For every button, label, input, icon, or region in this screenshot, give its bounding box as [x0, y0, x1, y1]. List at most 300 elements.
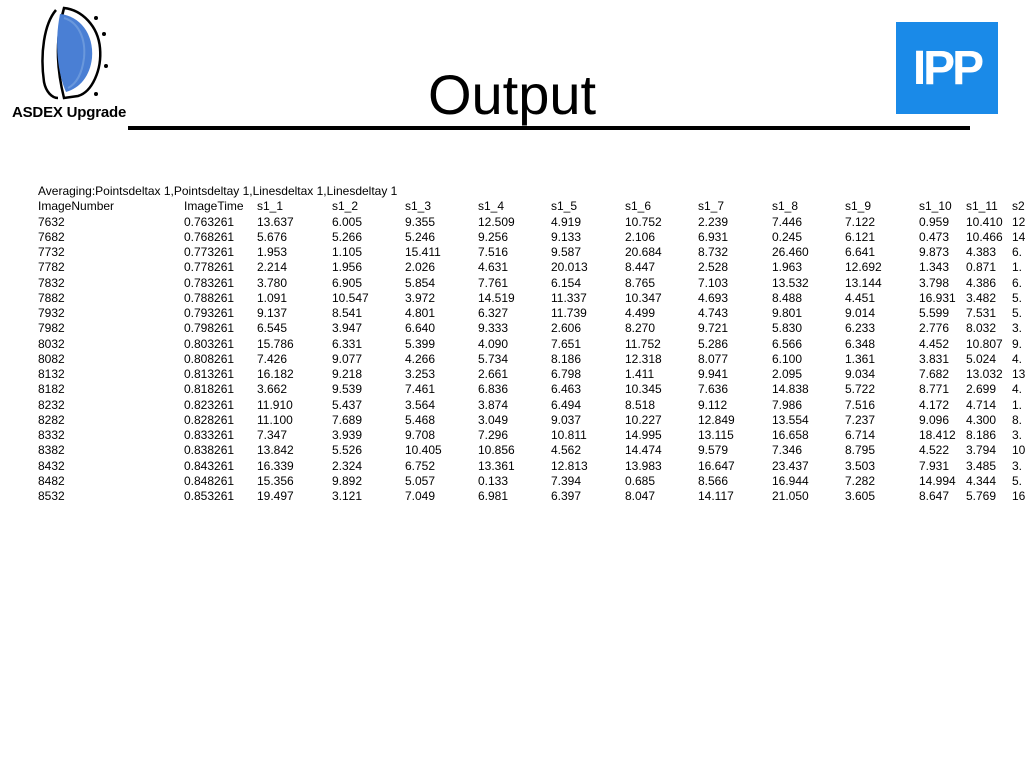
table-cell: 2.776 [919, 321, 950, 336]
table-cell: 3. [1012, 428, 1023, 442]
table-cell: 12.692 [845, 260, 882, 275]
table-cell: 6.233 [845, 321, 876, 336]
table-cell: 9. [1012, 336, 1023, 351]
table-row [38, 474, 1024, 489]
table-cell: 6.714 [845, 428, 876, 442]
table-cell: 2.324 [332, 458, 363, 473]
table-row [38, 230, 1024, 245]
table-cell: 13.554 [772, 412, 809, 427]
table-cell: 1.963 [772, 260, 803, 275]
table-cell: 0.803261 [184, 336, 235, 351]
table-cell: 8.732 [698, 245, 729, 259]
table-cell: 11.739 [551, 306, 587, 320]
table-cell: 10.807 [966, 336, 1003, 351]
table-cell: 9.034 [845, 367, 876, 381]
table-cell: 13.032 [966, 367, 1003, 381]
table-cell: 11.752 [625, 336, 661, 351]
table-cell: 2.528 [698, 260, 729, 275]
table-cell: 8.518 [625, 397, 656, 412]
table-cell: 7832 [38, 275, 65, 290]
table-cell: 7.347 [257, 428, 288, 442]
table-cell: 13.144 [845, 275, 882, 290]
table-cell: 8082 [38, 351, 65, 366]
column-header: s2 [1012, 199, 1025, 214]
table-cell: 6.463 [551, 382, 582, 397]
table-cell: 3.939 [332, 428, 363, 442]
table-cell: 9.708 [405, 428, 436, 442]
table-cell: 3.482 [966, 290, 997, 305]
column-header: s1_9 [845, 199, 872, 214]
table-cell: 10.752 [625, 214, 662, 229]
table-cell: 1. [1012, 397, 1023, 412]
table-cell: 6.154 [551, 275, 582, 290]
table-cell: 0.778261 [184, 260, 235, 275]
table-cell: 13.115 [698, 428, 734, 442]
table-cell: 7.296 [478, 428, 509, 442]
table-cell: 9.333 [478, 321, 509, 336]
table-cell: 3.049 [478, 412, 509, 427]
table-cell: 3.503 [845, 458, 876, 473]
table-cell: 8.647 [919, 489, 950, 503]
table-cell: 11.910 [257, 397, 293, 412]
table-cell: 9.112 [698, 397, 728, 412]
table-cell: 13.842 [257, 443, 294, 458]
table-cell: 7.237 [845, 412, 876, 427]
table-cell: 4.452 [919, 336, 950, 351]
table-cell: 11.337 [551, 290, 587, 305]
column-header: s1_2 [332, 199, 359, 214]
table-cell: 9.096 [919, 412, 950, 427]
table-cell: 2.239 [698, 214, 729, 229]
table-row [38, 489, 1024, 504]
table-cell: 0.833261 [184, 428, 235, 442]
table-cell: 8032 [38, 336, 65, 351]
table-cell: 7.049 [405, 489, 436, 503]
table-cell: 13.361 [478, 458, 515, 473]
table-cell: 7.516 [478, 245, 509, 259]
table-cell: 9.137 [257, 306, 288, 320]
table-cell: 20.013 [551, 260, 588, 275]
table-cell: 6.798 [551, 367, 582, 381]
table-cell: 8.186 [551, 351, 582, 366]
table-cell: 7.394 [551, 473, 582, 488]
table-cell: 6.494 [551, 397, 582, 412]
table-cell: 1.361 [845, 351, 876, 366]
table-cell: 5. [1012, 473, 1023, 488]
table-cell: 6.545 [257, 321, 288, 336]
table-cell: 18.412 [919, 428, 956, 442]
table-row [38, 306, 1024, 321]
table-cell: 3.253 [405, 367, 436, 381]
table-cell: 6.005 [332, 214, 363, 229]
table-cell: 14.519 [478, 290, 515, 305]
table-row [38, 321, 1024, 336]
table-cell: 4.801 [405, 306, 436, 320]
table-row [38, 245, 1024, 260]
table-cell: 6.397 [551, 489, 582, 503]
table-cell: 16.944 [772, 473, 809, 488]
table-cell: 6.566 [772, 336, 803, 351]
table-cell: 9.941 [698, 367, 729, 381]
column-header: s1_5 [551, 199, 578, 214]
table-cell: 4.090 [478, 336, 509, 351]
table-cell: 7.651 [551, 336, 582, 351]
table-cell: 7.516 [845, 397, 876, 412]
table-cell: 4.383 [966, 245, 997, 259]
asdex-upgrade-label: ASDEX Upgrade [12, 104, 127, 121]
column-header: s1_11 [966, 199, 998, 214]
table-cell: 0.783261 [184, 275, 235, 290]
table-cell: 4.522 [919, 443, 950, 458]
table-cell: 12.509 [478, 214, 515, 229]
data-output-table [38, 184, 1024, 504]
table-cell: 5.399 [405, 336, 436, 351]
table-cell: 5.676 [257, 229, 288, 244]
table-cell: 0.773261 [184, 245, 235, 259]
table-cell: 8.765 [625, 275, 656, 290]
table-cell: 0.473 [919, 229, 950, 244]
table-cell: 7.761 [478, 275, 509, 290]
table-cell: 16.182 [257, 367, 294, 381]
table-cell: 7882 [38, 290, 65, 305]
table-cell: 8.186 [966, 428, 997, 442]
table-cell: 9.873 [919, 245, 950, 259]
table-cell: 0.798261 [184, 321, 235, 336]
table-cell: 10.856 [478, 443, 515, 458]
table-cell: 1.411 [625, 367, 655, 381]
table-cell: 0.793261 [184, 306, 235, 320]
column-header: ImageNumber [38, 199, 115, 214]
table-row [38, 352, 1024, 367]
column-header: s1_8 [772, 199, 799, 214]
table-cell: 6. [1012, 275, 1023, 290]
table-cell: 9.539 [332, 382, 363, 397]
table-cell: 6.836 [478, 382, 509, 397]
table-cell: 8.270 [625, 321, 656, 336]
table-cell: 6. [1012, 245, 1023, 259]
table-cell: 8132 [38, 367, 65, 381]
table-cell: 14.995 [625, 428, 662, 442]
table-cell: 4.451 [845, 290, 876, 305]
table-cell: 7.682 [919, 367, 950, 381]
table-cell: 5.854 [405, 275, 436, 290]
table-cell: 7.426 [257, 351, 288, 366]
table-cell: 4.743 [698, 306, 729, 320]
table-cell: 4.300 [966, 412, 997, 427]
table-cell: 9.037 [551, 412, 582, 427]
table-cell: 3.485 [966, 458, 997, 473]
table-cell: 3.564 [405, 397, 436, 412]
table-cell: 6.640 [405, 321, 436, 336]
table-cell: 0.828261 [184, 412, 235, 427]
column-header: ImageTime [184, 199, 244, 214]
table-cell: 11.100 [257, 412, 293, 427]
table-cell: 5.024 [966, 351, 997, 366]
table-cell: 7.986 [772, 397, 803, 412]
table-cell: 0.763261 [184, 214, 235, 229]
table-cell: 26.460 [772, 245, 809, 259]
table-cell: 16.647 [698, 458, 735, 473]
table-cell: 0.808261 [184, 351, 235, 366]
table-cell: 8.795 [845, 443, 876, 458]
table-cell: 5.769 [966, 489, 997, 503]
table-cell: 6.752 [405, 458, 436, 473]
table-cell: 5.246 [405, 229, 436, 244]
table-cell: 6.121 [845, 229, 876, 244]
table-cell: 5.734 [478, 351, 509, 366]
table-cell: 1. [1012, 260, 1023, 275]
table-cell: 0.823261 [184, 397, 235, 412]
table-cell: 19.497 [257, 489, 294, 503]
table-cell: 15.786 [257, 336, 294, 351]
table-cell: 1.105 [332, 245, 363, 259]
table-cell: 6.931 [698, 229, 729, 244]
table-cell: 0.848261 [184, 473, 235, 488]
table-cell: 8.771 [919, 382, 950, 397]
table-cell: 4.714 [966, 397, 997, 412]
table-cell: 2.026 [405, 260, 436, 275]
table-cell: 9.587 [551, 245, 582, 259]
table-cell: 7.122 [845, 214, 876, 229]
table-cell: 4.344 [966, 473, 997, 488]
column-header: s1_7 [698, 199, 725, 214]
table-cell: 10.547 [332, 290, 369, 305]
table-row [38, 398, 1024, 413]
table-cell: 0.133 [478, 473, 509, 488]
table-cell: 9.579 [698, 443, 729, 458]
averaging-params-line: Averaging:Pointsdeltax 1,Pointsdeltay 1,Linesdeltax 1,Linesdeltay 1 [38, 184, 398, 198]
table-cell: 9.355 [405, 214, 436, 229]
table-cell: 14.117 [698, 489, 734, 503]
table-cell: 3.798 [919, 275, 950, 290]
table-cell: 3.831 [919, 351, 950, 366]
column-header: s1_3 [405, 199, 432, 214]
table-cell: 9.256 [478, 229, 509, 244]
table-cell: 12.318 [625, 351, 662, 366]
table-cell: 5.266 [332, 229, 363, 244]
column-header: s1_10 [919, 199, 952, 214]
table-cell: 2.699 [966, 382, 997, 397]
table-cell: 7.346 [772, 443, 803, 458]
table-cell: 5. [1012, 290, 1023, 305]
table-cell: 3.794 [966, 443, 997, 458]
table-cell: 0.788261 [184, 290, 235, 305]
table-cell: 2.106 [625, 229, 656, 244]
table-cell: 16.931 [919, 290, 956, 305]
table-cell: 9.133 [551, 229, 582, 244]
table-cell: 1.956 [332, 260, 363, 275]
table-cell: 14.474 [625, 443, 662, 458]
column-header: s1_4 [478, 199, 505, 214]
table-cell: 8282 [38, 412, 65, 427]
table-cell: 15.356 [257, 473, 294, 488]
table-cell: 3.780 [257, 275, 288, 290]
table-cell: 7.931 [919, 458, 950, 473]
table-cell: 7.446 [772, 214, 803, 229]
table-cell: 6.981 [478, 489, 509, 503]
table-cell: 6.327 [478, 306, 509, 320]
table-cell: 7932 [38, 306, 65, 320]
table-cell: 0.843261 [184, 458, 235, 473]
table-cell: 14 [1012, 229, 1025, 244]
table-cell: 7632 [38, 214, 65, 229]
table-cell: 0.818261 [184, 382, 235, 397]
table-cell: 7782 [38, 260, 65, 275]
table-body [38, 215, 1024, 505]
table-cell: 7.103 [698, 275, 729, 290]
table-row [38, 443, 1024, 458]
table-cell: 9.892 [332, 473, 363, 488]
table-cell: 8.047 [625, 489, 656, 503]
table-cell: 5. [1012, 306, 1023, 320]
table-cell: 7982 [38, 321, 65, 336]
table-cell: 0.838261 [184, 443, 235, 458]
table-row [38, 413, 1024, 428]
column-header: s1_6 [625, 199, 652, 214]
table-cell: 7.461 [405, 382, 436, 397]
table-cell: 4. [1012, 382, 1023, 397]
table-cell: 3.947 [332, 321, 363, 336]
table-cell: 2.661 [478, 367, 509, 381]
table-cell: 7682 [38, 229, 65, 244]
table-cell: 9.801 [772, 306, 803, 320]
table-row [38, 215, 1024, 230]
table-cell: 16.339 [257, 458, 294, 473]
table-row [38, 459, 1024, 474]
table-cell: 5.830 [772, 321, 803, 336]
table-cell: 3. [1012, 458, 1023, 473]
table-cell: 4.631 [478, 260, 509, 275]
table-cell: 3. [1012, 321, 1023, 336]
table-cell: 7.636 [698, 382, 729, 397]
table-cell: 1.343 [919, 260, 950, 275]
table-cell: 8.488 [772, 290, 803, 305]
table-cell: 4.386 [966, 275, 997, 290]
table-cell: 12 [1012, 214, 1025, 229]
table-cell: 15.411 [405, 245, 441, 259]
table-cell: 8182 [38, 382, 65, 397]
ipp-logo: IPP [896, 22, 998, 114]
table-cell: 6.331 [332, 336, 363, 351]
table-cell: 8382 [38, 443, 65, 458]
table-cell: 20.684 [625, 245, 662, 259]
table-row [38, 337, 1024, 352]
table-cell: 7.689 [332, 412, 363, 427]
table-cell: 2.606 [551, 321, 582, 336]
table-cell: 13.983 [625, 458, 662, 473]
table-cell: 10.405 [405, 443, 442, 458]
table-cell: 13.532 [772, 275, 809, 290]
table-cell: 9.721 [698, 321, 729, 336]
table-cell: 1.953 [257, 245, 288, 259]
table-cell: 5.526 [332, 443, 363, 458]
table-cell: 10.345 [625, 382, 662, 397]
table-cell: 12.849 [698, 412, 735, 427]
column-header: s1_1 [257, 199, 284, 214]
table-cell: 3.121 [332, 489, 363, 503]
table-cell: 8.032 [966, 321, 997, 336]
table-cell: 6.905 [332, 275, 363, 290]
table-cell: 0.853261 [184, 489, 235, 503]
table-cell: 5.468 [405, 412, 436, 427]
table-cell: 16 [1012, 489, 1025, 503]
table-cell: 14.994 [919, 473, 956, 488]
table-cell: 2.095 [772, 367, 803, 381]
table-cell: 0.768261 [184, 229, 235, 244]
table-cell: 4.499 [625, 306, 656, 320]
table-cell: 3.662 [257, 382, 288, 397]
table-cell: 1.091 [257, 290, 288, 305]
table-cell: 0.813261 [184, 367, 235, 381]
table-row [38, 260, 1024, 275]
table-cell: 8332 [38, 428, 65, 442]
table-cell: 5.722 [845, 382, 876, 397]
table-cell: 7732 [38, 245, 65, 259]
table-cell: 8.541 [332, 306, 363, 320]
table-cell: 7.531 [966, 306, 997, 320]
table-cell: 8. [1012, 412, 1023, 427]
table-cell: 23.437 [772, 458, 809, 473]
table-cell: 0.959 [919, 214, 950, 229]
table-cell: 5.437 [332, 397, 363, 412]
table-cell: 4. [1012, 351, 1023, 366]
title-divider [128, 126, 970, 130]
table-cell: 8532 [38, 489, 65, 503]
table-cell: 10.347 [625, 290, 662, 305]
table-row [38, 291, 1024, 306]
table-row [38, 367, 1024, 382]
table-cell: 10.811 [551, 428, 587, 442]
table-row [38, 428, 1024, 443]
table-cell: 14.838 [772, 382, 809, 397]
table-cell: 9.218 [332, 367, 363, 381]
table-cell: 8482 [38, 473, 65, 488]
table-cell: 9.014 [845, 306, 876, 320]
table-cell: 5.286 [698, 336, 729, 351]
page-title: Output [427, 63, 597, 126]
table-cell: 3.605 [845, 489, 876, 503]
table-header-row [38, 199, 1024, 214]
table-cell: 9.077 [332, 351, 363, 366]
table-cell: 10.227 [625, 412, 662, 427]
table-cell: 2.214 [257, 260, 288, 275]
table-cell: 0.871 [966, 260, 997, 275]
table-cell: 4.266 [405, 351, 436, 366]
table-cell: 10.410 [966, 214, 1003, 229]
table-cell: 12.813 [551, 458, 588, 473]
table-cell: 13 [1012, 367, 1025, 381]
table-cell: 4.172 [919, 397, 950, 412]
table-cell: 8432 [38, 458, 65, 473]
table-row [38, 382, 1024, 397]
table-cell: 4.919 [551, 214, 582, 229]
table-cell: 4.693 [698, 290, 729, 305]
table-cell: 13.637 [257, 214, 294, 229]
table-cell: 10 [1012, 443, 1025, 458]
table-cell: 0.685 [625, 473, 656, 488]
table-cell: 10.466 [966, 229, 1003, 244]
table-row [38, 276, 1024, 291]
table-cell: 8.447 [625, 260, 656, 275]
table-cell: 8232 [38, 397, 65, 412]
table-cell: 8.077 [698, 351, 729, 366]
table-cell: 6.641 [845, 245, 876, 259]
table-cell: 3.972 [405, 290, 436, 305]
table-cell: 0.245 [772, 229, 803, 244]
table-cell: 5.057 [405, 473, 436, 488]
table-cell: 3.874 [478, 397, 509, 412]
table-cell: 7.282 [845, 473, 876, 488]
